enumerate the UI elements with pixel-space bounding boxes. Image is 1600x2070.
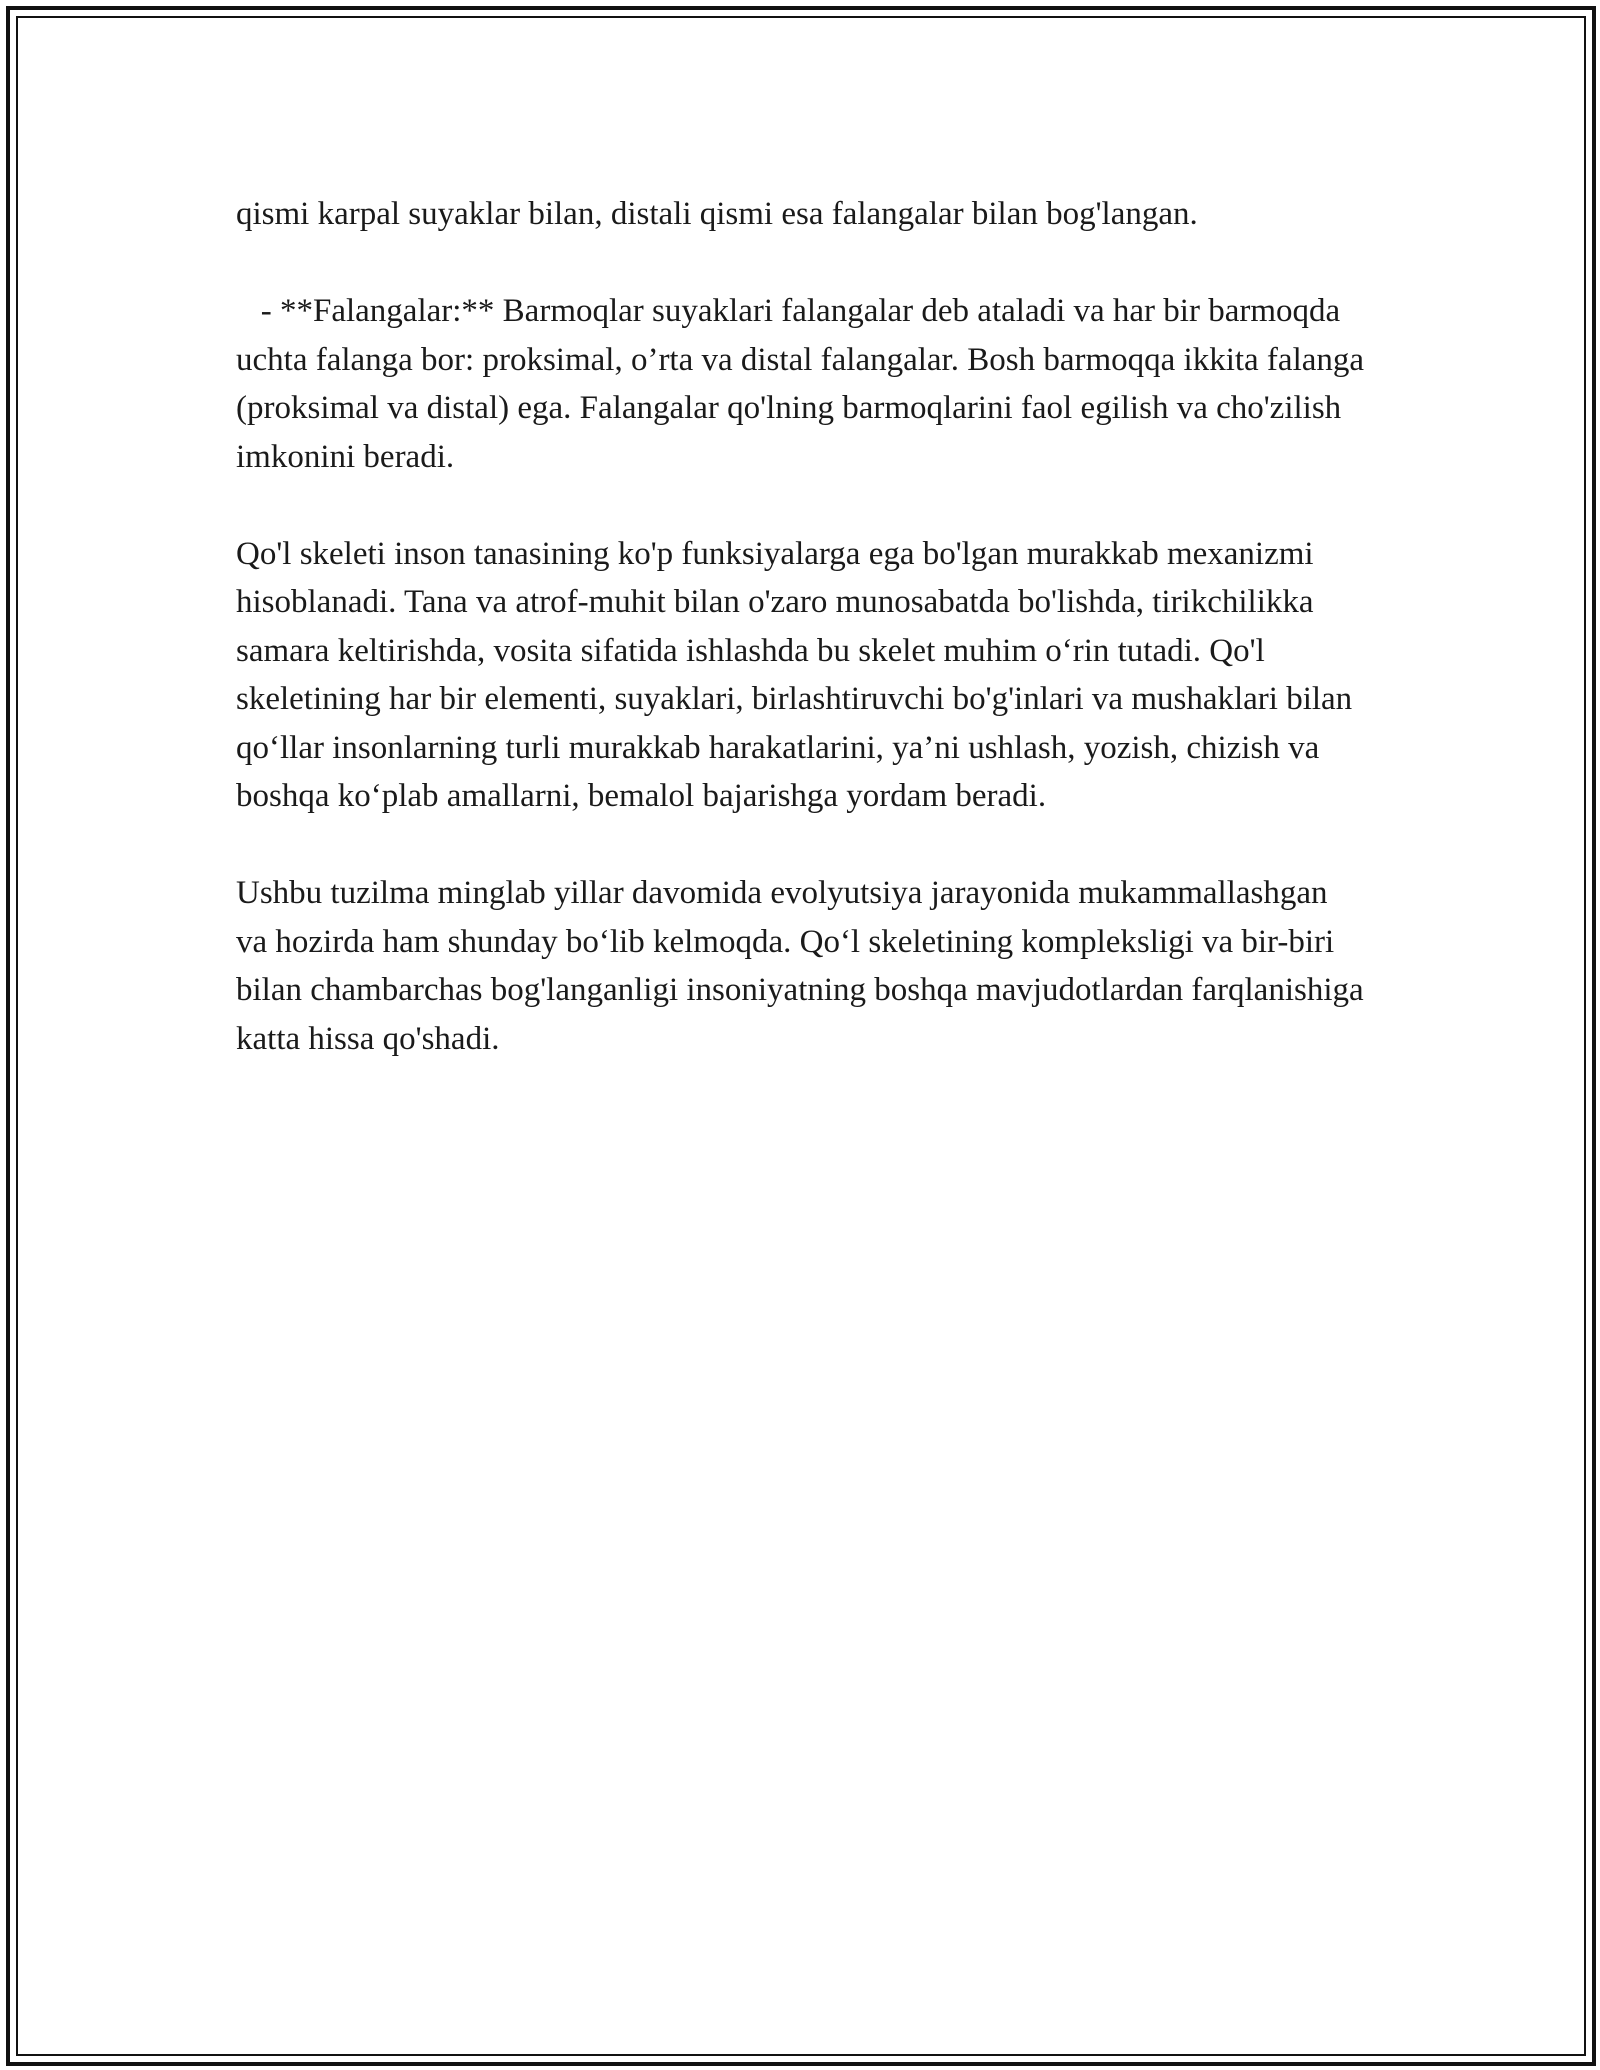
paragraph-2: - **Falangalar:** Barmoqlar suyaklari falangalar deb ataladi va har bir barmoqda uchta falanga bor: proksimal, o’rta va distal falangalar. Bosh barmoqqa ikkita falanga (proksimal va distal) ega. Falangalar qo'lning barmoqlarini faol egilish va cho'zilish imkonini beradi. — [236, 293, 1373, 475]
document-body — [236, 190, 1373, 1112]
paragraph-3: Qo'l skeleti inson tanasining ko'p funksiyalarga ega bo'lgan murakkab mexanizmi hisoblanadi. Tana va atrof-muhit bilan o'zaro munosabatda bo'lishda, tirikchilikka samara keltirishda, vosita sifatida ishlashda bu skelet muhim o‘rin tutadi. Qo'l skeletining har bir elementi, suyaklari, birlashtiruvchi bo'g'inlari va mushaklari bilan qo‘llar insonlarning turli murakkab harakatlarini, ya’ni ushlash, yozish, chizish va boshqa ko‘plab amallarni, bemalol bajarishga yordam beradi. — [236, 535, 1361, 814]
paragraph-4: Ushbu tuzilma minglab yillar davomida evolyutsiya jarayonida mukammallashgan va hozirda ham shunday bo‘lib kelmoqda. Qo‘l skeletining kompleksligi va bir-biri bilan chambarchas bog'langanligi insoniyatning boshqa mavjudotlardan farqlanishiga katta hissa qo'shadi. — [236, 875, 1372, 1057]
paragraph-1: qismi karpal suyaklar bilan, distali qismi esa falangalar bilan bog'langan. — [236, 196, 1198, 232]
